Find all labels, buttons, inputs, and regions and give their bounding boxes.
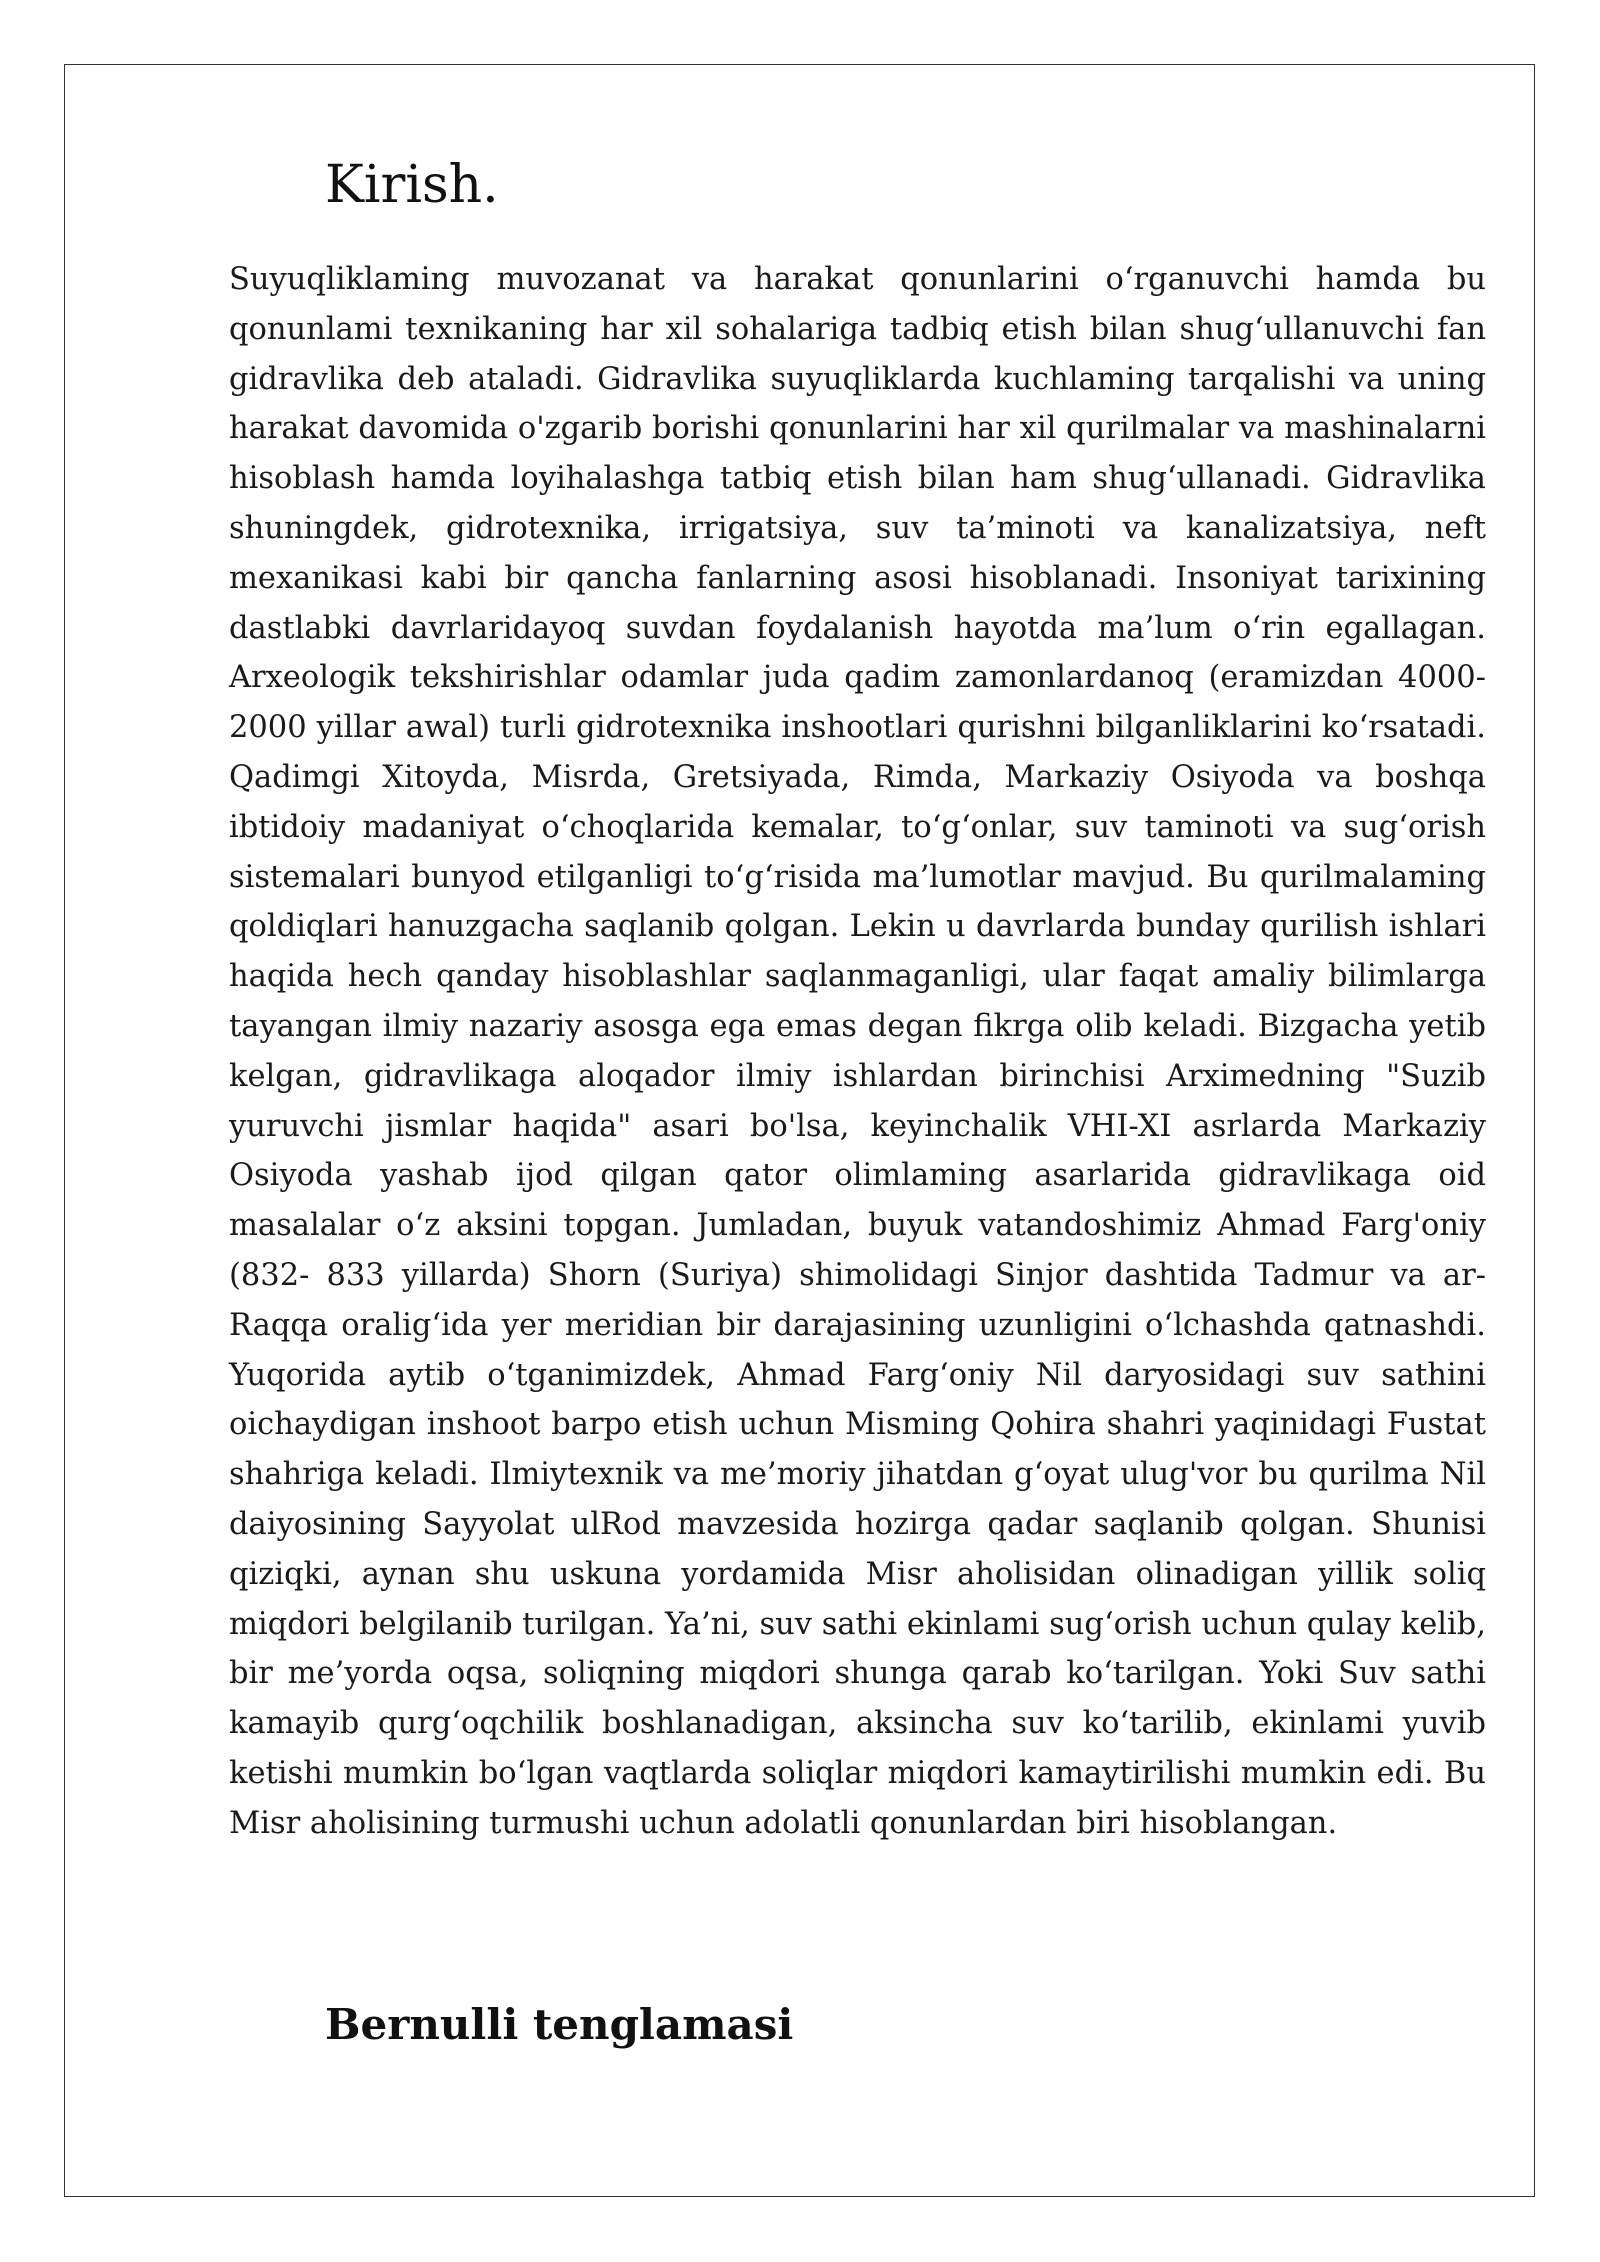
section-heading-bernoulli: Bernulli tenglamasi bbox=[325, 2000, 794, 2049]
section-heading-intro: Kirish. bbox=[325, 155, 499, 215]
body-paragraph: Suyuqliklaming muvozanat va harakat qonunlarini o‘rganuvchi hamda bu qonunlami texnikaning har xil sohalariga tadbiq etish bilan shug‘ullanuvchi fan gidravlika deb ataladi. Gidravlika suyuqliklarda kuchlaming tarqalishi va uning harakat davomida o'zgarib borishi qonunlarini har xil qurilmalar va mashinalarni hisoblash hamda loyihalashga tatbiq etish bilan ham shug‘ullanadi. Gidravlika shuningdek, gidrotexnika, irrigatsiya, suv ta’minoti va kanalizatsiya, neft mexanikasi kabi bir qancha fanlarning asosi hisoblanadi. Insoniyat tarixining dastlabki davrlaridayoq suvdan foydalanish hayotda ma’lum o‘rin egallagan. Arxeologik tekshirishlar odamlar juda qadim zamonlardanoq (eramizdan 4000-2000 yillar awal) turli gidrotexnika inshootlari qurishni bilganliklarini ko‘rsatadi. Qadimgi Xitoyda, Misrda, Gretsiyada, Rimda, Markaziy Osiyoda va boshqa ibtidoiy madaniyat o‘choqlarida kemalar, to‘g‘onlar, suv taminoti va sug‘orish sistemalari bunyod etilganligi to‘g‘risida ma’lumotlar mavjud. Bu qurilmalaming qoldiqlari hanuzgacha saqlanib qolgan. Lekin u davrlarda bunday qurilish ishlari haqida hech qanday hisoblashlar saqlanmaganligi, ular faqat amaliy bilimlarga tayangan ilmiy nazariy asosga ega emas degan fikrga olib keladi. Bizgacha yetib kelgan, gidravlikaga aloqador ilmiy ishlardan birinchisi Arximedning "Suzib yuruvchi jismlar haqida" asari bo'lsa, keyinchalik VHI-XI asrlarda Markaziy Osiyoda yashab ijod qilgan qator olimlaming asarlarida gidravlikaga oid masalalar o‘z aksini topgan. Jumladan, buyuk vatandoshimiz Ahmad Farg'oniy (832- 833 yillarda) Shorn (Suriya) shimolidagi Sinjor dashtida Tadmur va ar-Raqqa oralig‘ida yer meridian bir darajasining uzunligini o‘lchashda qatnashdi. Yuqorida aytib o‘tganimizdek, Ahmad Farg‘oniy Nil daryosidagi suv sathini oichaydigan inshoot barpo etish uchun Misming Qohira shahri yaqinidagi Fustat shahriga keladi. Ilmiytexnik va me’moriy jihatdan g‘oyat ulug'vor bu qurilma Nil daiyosining Sayyolat ulRod mavzesida hozirga qadar saqlanib qolgan. Shunisi qiziqki, aynan shu uskuna yordamida Misr aholisidan olinadigan yillik soliq miqdori belgilanib turilgan. Ya’ni, suv sathi ekinlami sug‘orish uchun qulay kelib, bir me’yorda oqsa, soliqning miqdori shunga qarab ko‘tarilgan. Yoki Suv sathi kamayib qurg‘oqchilik boshlanadigan, aksincha suv ko‘tarilib, ekinlami yuvib ketishi mumkin bo‘lgan vaqtlarda soliqlar miqdori kamaytirilishi mumkin edi. Bu Misr aholisining turmushi uchun adolatli qonunlardan biri hisoblangan. bbox=[229, 262, 1486, 1841]
